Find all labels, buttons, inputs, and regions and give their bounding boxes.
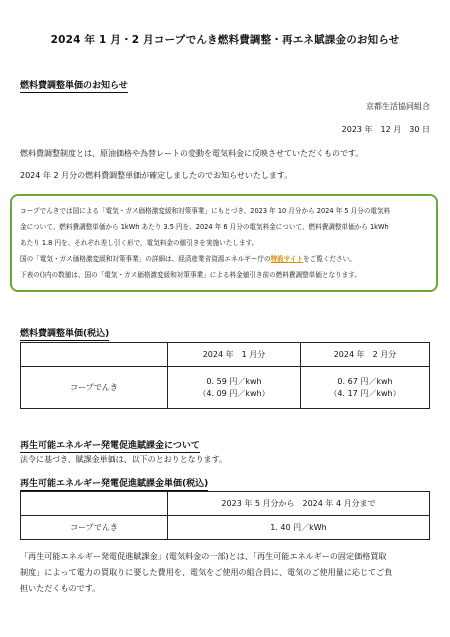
levy-period-header: 2023 年 5 月分から 2024 年 4 月分まで bbox=[168, 492, 430, 516]
notice-line-2: 金について、燃料費調整単価から 1kWh あたり 3.5 円を、2024 年 6 月分の電気料金について、燃料費調整単価から 1kWh bbox=[20, 223, 389, 231]
notice-line-3: あたり 1.8 円を、それぞれ差し引く形で、電気料金の値引きを実施いたします。 bbox=[20, 239, 259, 247]
issue-date: 2023 年 12 月 30 日 bbox=[341, 125, 430, 134]
table-corner-cell bbox=[21, 343, 168, 367]
levy-explanation-line-2: 制度」によって電力の買取りに要した費用を、電気をご使用の組合員に、電気のご使用量に応じてご負 bbox=[20, 567, 393, 577]
levy-explanation-line-1: 「再生可能エネルギー発電促進賦課金」(電気料金の一部)とは、「再生可能エネルギーの固定価格買取 bbox=[20, 551, 387, 561]
row-label-coop-denki: コープでんき bbox=[21, 367, 168, 409]
notice-line-4 bbox=[20, 251, 428, 267]
fuel-adjustment-table-title: 燃料費調整単価(税込) bbox=[20, 326, 109, 341]
levy-explanation-line-3: 担いただくものです。 bbox=[20, 583, 101, 593]
renewable-levy-table bbox=[20, 491, 430, 540]
renewable-levy-note: 法令に基づき、賦課金単価は、以下のとおりとなります。 bbox=[20, 455, 228, 464]
notice-section-title: 燃料費調整単価のお知らせ bbox=[20, 78, 128, 93]
organization-name: 京都生活協同組合 bbox=[366, 102, 430, 111]
notice-line-4-text: 国の「電気・ガス価格激変緩和対策事業」の詳細は、経済産業省資源エネルギー庁の bbox=[20, 255, 271, 263]
header-jan: 2024 年 1 月分 bbox=[168, 343, 301, 367]
renewable-levy-section-title: 再生可能エネルギー発電促進賦課金について bbox=[20, 438, 200, 453]
jan-price: 0. 59 円／kwh bbox=[206, 376, 262, 386]
levy-explanation bbox=[20, 548, 392, 596]
document-title: 2024 年 1 月・2 月コープでんき燃料費調整・再エネ賦課金のお知らせ bbox=[50, 34, 400, 46]
subsidy-notice-box bbox=[10, 194, 438, 292]
intro-paragraph-1: 燃料費調整制度とは、原油価格や為替レートの変動を電気料金に反映させていただくものです。 bbox=[20, 149, 364, 158]
intro-paragraph-2: 2024 年 2 月分の燃料費調整単価が確定しましたのでお知らせいたします。 bbox=[20, 171, 293, 180]
special-site-link[interactable]: 特設サイト bbox=[270, 255, 304, 263]
levy-price: 1. 40 円／kWh bbox=[168, 516, 430, 540]
renewable-levy-table-title: 再生可能エネルギー発電促進賦課金単価(税込) bbox=[20, 476, 208, 491]
levy-row-label: コープでんき bbox=[21, 516, 168, 540]
feb-price: 0. 67 円／kwh bbox=[337, 376, 393, 386]
feb-price-cell bbox=[301, 367, 430, 409]
jan-price-cell bbox=[168, 367, 301, 409]
notice-line-1: コープでんきでは国による「電気・ガス価格激変緩和対策事業」にもとづき、2023 年 10 月分から 2024 年 5 月分の電気料 bbox=[20, 207, 391, 215]
fuel-adjustment-table bbox=[20, 342, 430, 409]
notice-line-5: 下表の()内の数値は、国の「電気・ガス価格激変緩和対策事業」による料金値引き前の燃料費調整単価となります。 bbox=[20, 271, 361, 279]
notice-line-4-suffix: をご覧ください。 bbox=[303, 255, 356, 263]
jan-price-before-discount: （4. 09 円／kwh） bbox=[198, 388, 270, 398]
levy-table-corner-cell bbox=[21, 492, 168, 516]
feb-price-before-discount: （4. 17 円／kwh） bbox=[329, 388, 401, 398]
header-feb: 2024 年 2 月分 bbox=[301, 343, 430, 367]
